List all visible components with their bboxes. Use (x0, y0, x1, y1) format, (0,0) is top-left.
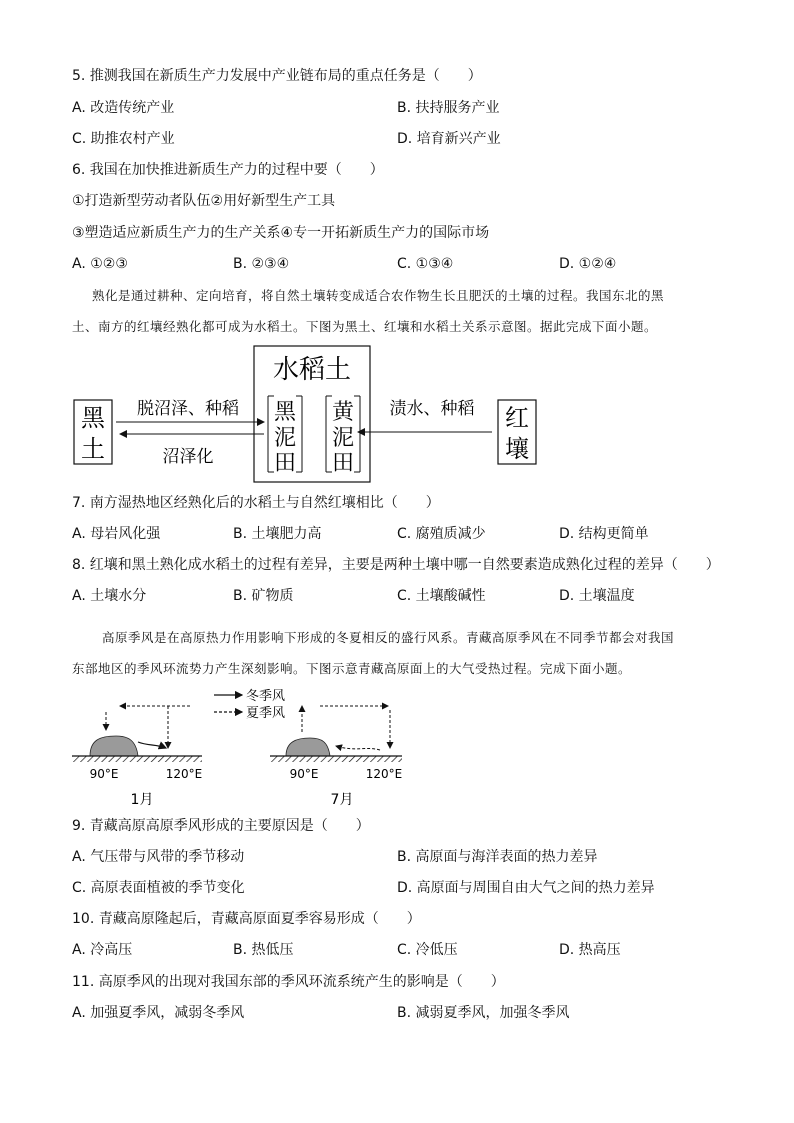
black-mud-char-3: 田 (273, 451, 297, 476)
jan-lon-east: 120°E (165, 767, 203, 781)
q8-stem: 8. 红壤和黑土熟化成水稻土的过程有差异，主要是两种土壤中哪一自然要素造成熟化过程的差异（ ） (72, 557, 720, 573)
jan-plateau (90, 736, 138, 756)
q5-option-c: C. 助推农村产业 (72, 131, 175, 147)
q9-stem: 9. 青藏高原高原季风形成的主要原因是（ ） (72, 818, 370, 834)
q6-option-c: C. ①③④ (397, 256, 454, 272)
july-panel (270, 706, 402, 808)
jul-plateau (286, 738, 330, 756)
q7-option-c: C. 腐殖质减少 (397, 526, 486, 542)
q10-stem: 10. 青藏高原隆起后，青藏高原面夏季容易形成（ ） (72, 911, 421, 927)
black-mud-char-1: 黑 (273, 400, 297, 425)
q9-option-c: C. 高原表面植被的季节变化 (72, 880, 245, 896)
jul-surface-wind (336, 746, 380, 750)
q6-statement-1: ①打造新型劳动者队伍②用好新型生产工具 (72, 193, 336, 209)
label-red-to-paddy: 渍水、种稻 (389, 399, 475, 419)
q11-option-a: A. 加强夏季风，减弱冬季风 (72, 1005, 245, 1021)
black-soil-char-1: 黑 (81, 404, 105, 432)
q5-option-d: D. 培育新兴产业 (397, 131, 501, 147)
q6-option-a: A. ①②③ (72, 256, 128, 272)
q7-stem: 7. 南方湿热地区经熟化后的水稻土与自然红壤相比（ ） (72, 495, 440, 511)
q8-option-a: A. 土壤水分 (72, 588, 147, 604)
january-panel (72, 706, 202, 808)
q10-option-c: C. 冷低压 (397, 942, 458, 958)
q7-option-a: A. 母岩风化强 (72, 526, 161, 542)
q11-stem: 11. 高原季风的出现对我国东部的季风环流系统产生的影响是（ ） (72, 974, 505, 990)
soil-intro-line-1: 熟化是通过耕种、定向培育，将自然土壤转变成适合农作物生长且肥沃的土壤的过程。我国东北的黑 (92, 288, 665, 303)
yellow-mud-char-1: 黄 (331, 400, 355, 425)
q5-option-a: A. 改造传统产业 (72, 100, 175, 116)
q8-option-b: B. 矿物质 (233, 588, 294, 604)
monsoon-intro-line-2: 东部地区的季风环流势力产生深刻影响。下图示意青藏高原面上的大气受热过程。完成下面小题。 (72, 661, 632, 676)
q6-stem: 6. 我国在加快推进新质生产力的过程中要（ ） (72, 162, 384, 178)
q5-option-b: B. 扶持服务产业 (397, 100, 500, 116)
black-soil-char-2: 土 (81, 435, 105, 463)
q8-option-c: C. 土壤酸碱性 (397, 588, 486, 604)
q11-option-b: B. 减弱夏季风，加强冬季风 (397, 1005, 570, 1021)
q7-option-d: D. 结构更简单 (559, 526, 649, 542)
q10-option-b: B. 热低压 (233, 942, 294, 958)
red-soil-char-2: 壤 (505, 435, 529, 463)
label-swamping: 沼泽化 (162, 447, 214, 467)
soil-relationship-diagram (68, 344, 548, 484)
q8-option-d: D. 土壤温度 (559, 588, 635, 604)
q10-option-a: A. 冷高压 (72, 942, 133, 958)
q9-option-a: A. 气压带与风带的季节移动 (72, 849, 245, 865)
q9-option-d: D. 高原面与周围自由大气之间的热力差异 (397, 880, 655, 896)
q6-option-d: D. ①②④ (559, 256, 617, 272)
jan-surface-wind (138, 742, 166, 748)
jan-lon-west: 90°E (89, 767, 119, 781)
label-to-paddy: 脱沼泽、种稻 (137, 399, 239, 419)
legend-winter-label: 冬季风 (246, 689, 286, 704)
plateau-monsoon-diagram (66, 684, 416, 810)
paddy-soil-title: 水稻土 (272, 355, 352, 385)
jul-caption: 7月 (330, 792, 354, 808)
q10-option-d: D. 热高压 (559, 942, 621, 958)
yellow-mud-char-3: 田 (331, 451, 355, 476)
q5-stem: 5. 推测我国在新质生产力发展中产业链布局的重点任务是（ ） (72, 68, 482, 84)
q6-option-b: B. ②③④ (233, 256, 290, 272)
red-soil-char-1: 红 (505, 404, 529, 432)
jul-ground (270, 756, 402, 762)
soil-intro-line-2: 土、南方的红壤经熟化都可成为水稻土。下图为黑土、红壤和水稻土关系示意图。据此完成下面小题。 (72, 319, 658, 334)
legend-summer-label: 夏季风 (246, 706, 286, 721)
q7-option-b: B. 土壤肥力高 (233, 526, 322, 542)
yellow-mud-char-2: 泥 (331, 426, 355, 451)
q9-option-b: B. 高原面与海洋表面的热力差异 (397, 849, 598, 865)
q6-statement-2: ③塑造适应新质生产力的生产关系④专一开拓新质生产力的国际市场 (72, 225, 490, 241)
black-mud-char-2: 泥 (273, 426, 297, 451)
jan-ground (72, 756, 202, 762)
jul-lon-west: 90°E (289, 767, 319, 781)
monsoon-intro-line-1: 高原季风是在高原热力作用影响下形成的冬夏相反的盛行风系。青藏高原季风在不同季节都会对我国 (102, 630, 675, 645)
jul-lon-east: 120°E (365, 767, 403, 781)
jan-caption: 1月 (130, 792, 154, 808)
